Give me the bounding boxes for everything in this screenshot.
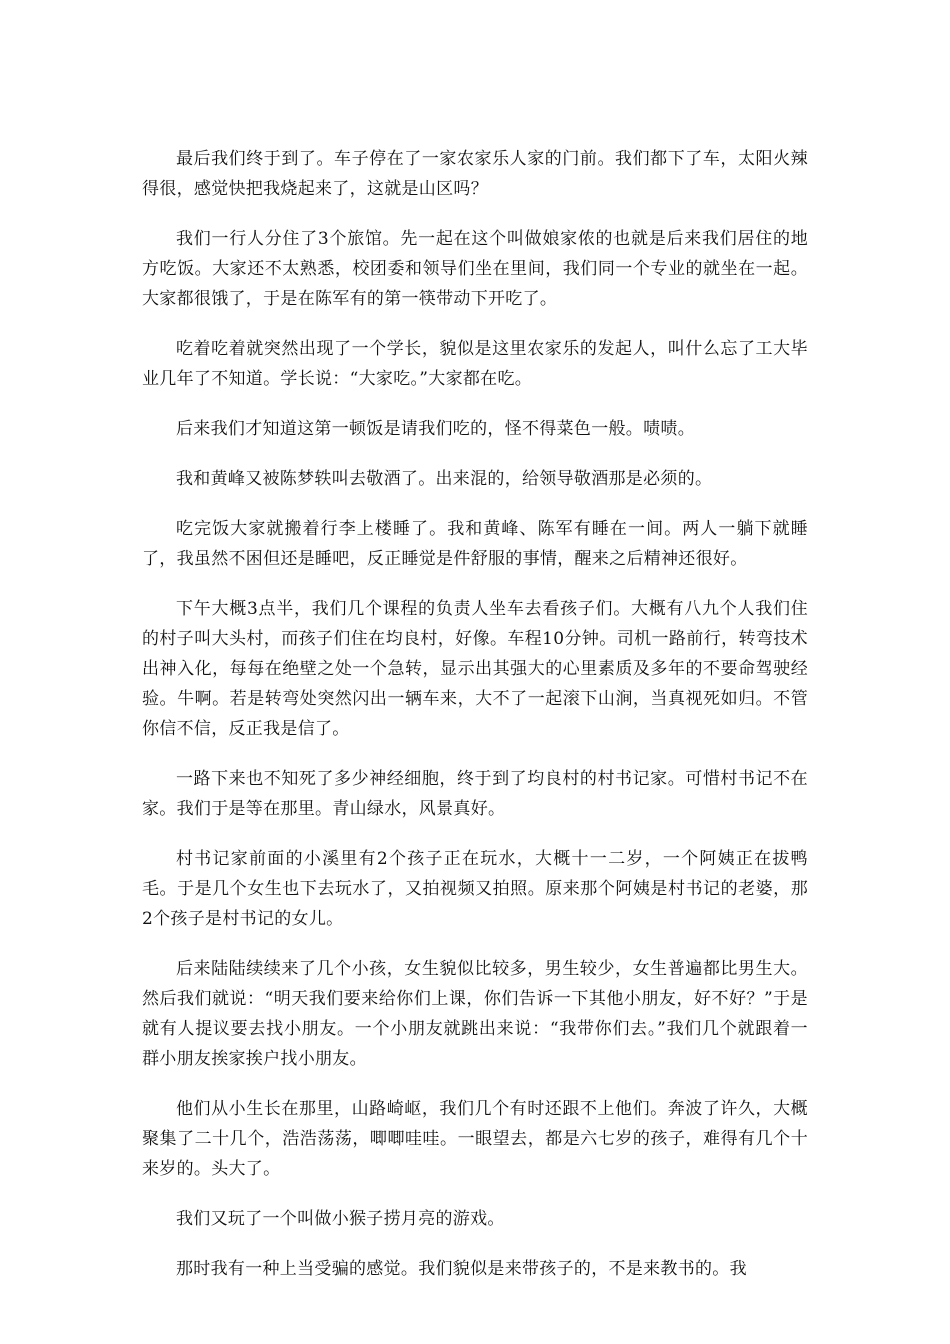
paragraph-7: 下午大概3点半，我们几个课程的负责人坐车去看孩子们。大概有八九个人我们住的村子叫大头村，而孩子们住在均良村，好像。车程10分钟。司机一路前行，转弯技术出神入化，每每在绝壁之处一个急转，显示出其强大的心里素质及多年的不要命驾驶经验。牛啊。若是转弯处突然闪出一辆车来，大不了一起滚下山涧，当真视死如归。不管你信不信，反正我是信了。 bbox=[142, 599, 808, 739]
paragraph-10: 后来陆陆续续来了几个小孩，女生貌似比较多，男生较少，女生普遍都比男生大。然后我们就说：“明天我们要来给你们上课，你们告诉一下其他小朋友，好不好？”于是就有人提议要去找小朋友。一个小朋友就跳出来说：“我带你们去。”我们几个就跟着一群小朋友挨家挨户找小朋友。 bbox=[142, 959, 808, 1069]
paragraph-1: 最后我们终于到了。车子停在了一家农家乐人家的门前。我们都下了车，太阳火辣得很，感觉快把我烧起来了，这就是山区吗？ bbox=[142, 149, 808, 199]
paragraph-13: 那时我有一种上当受骗的感觉。我们貌似是来带孩子的，不是来教书的。我 bbox=[176, 1259, 747, 1279]
paragraph-12: 我们又玩了一个叫做小猴子捞月亮的游戏。 bbox=[176, 1209, 505, 1229]
paragraph-3: 吃着吃着就突然出现了一个学长，貌似是这里农家乐的发起人，叫什么忘了工大毕业几年了不知道。学长说：“大家吃。”大家都在吃。 bbox=[142, 339, 808, 389]
paragraph-9: 村书记家前面的小溪里有2个孩子正在玩水，大概十一二岁，一个阿姨正在拔鸭毛。于是几个女生也下去玩水了，又拍视频又拍照。原来那个阿姨是村书记的老婆，那2个孩子是村书记的女儿。 bbox=[142, 849, 808, 929]
paragraph-6: 吃完饭大家就搬着行李上楼睡了。我和黄峰、陈军有睡在一间。两人一躺下就睡了，我虽然不困但还是睡吧，反正睡觉是件舒服的事情，醒来之后精神还很好。 bbox=[142, 519, 808, 569]
paragraph-11: 他们从小生长在那里，山路崎岖，我们几个有时还跟不上他们。奔波了许久，大概聚集了二十几个，浩浩荡荡，唧唧哇哇。一眼望去，都是六七岁的孩子，难得有几个十来岁的。头大了。 bbox=[142, 1099, 808, 1179]
paragraph-4: 后来我们才知道这第一顿饭是请我们吃的，怪不得菜色一般。啧啧。 bbox=[176, 419, 695, 439]
document-body bbox=[142, 144, 808, 1304]
paragraph-2: 我们一行人分住了3个旅馆。先一起在这个叫做娘家侬的也就是后来我们居住的地方吃饭。大家还不太熟悉，校团委和领导们坐在里间，我们同一个专业的就坐在一起。大家都很饿了，于是在陈军有的第一筷带动下开吃了。 bbox=[142, 229, 808, 309]
paragraph-5: 我和黄峰又被陈梦轶叫去敬酒了。出来混的，给领导敬酒那是必须的。 bbox=[176, 469, 713, 489]
paragraph-8: 一路下来也不知死了多少神经细胞，终于到了均良村的村书记家。可惜村书记不在家。我们于是等在那里。青山绿水，风景真好。 bbox=[142, 769, 808, 819]
